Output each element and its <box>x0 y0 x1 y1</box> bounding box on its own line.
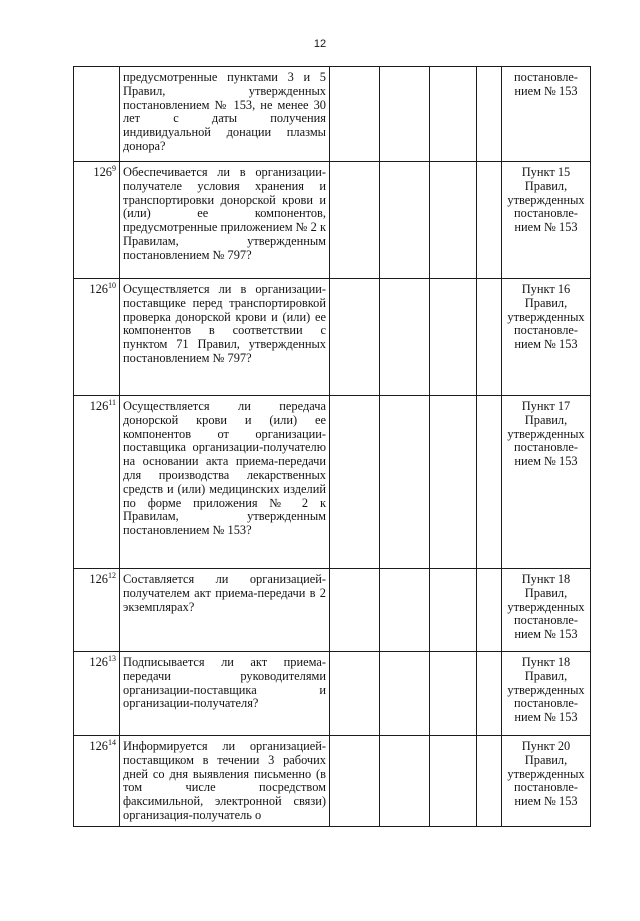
answer-cell-4 <box>477 652 502 736</box>
reference-line: постановле- <box>513 206 579 221</box>
reference-line: Пункт 16 <box>521 282 571 296</box>
item-number-main: 126 <box>89 739 108 753</box>
question-text: Осуществляется ли в организации-поставщике перед транспортировкой проверка донорской крови и (или) ее компонентов в соответствии с пунктом 71 Правил, утвержденных постановлением № 797? <box>123 282 326 365</box>
table-row <box>74 736 591 827</box>
table-row <box>74 162 591 279</box>
item-number-sub: 13 <box>108 653 116 663</box>
reference-cell <box>502 162 591 279</box>
reference-cell <box>502 279 591 396</box>
item-number-sub: 14 <box>108 737 116 747</box>
reference-line: Пункт 20 <box>521 739 571 753</box>
reference-line: Пункт 15 <box>521 165 571 179</box>
item-number-main: 126 <box>89 282 108 296</box>
reference-line: нием № 153 <box>514 454 578 469</box>
item-number <box>74 736 120 827</box>
question-text: Осуществляется ли передача донорской крови и (или) ее компонентов от организации-поставщика организации-получателю на основании акта приема-передачи для производства лекарственных средств и (или) медицинских изделий по форме приложения № 2 к Правилам, утвержденным постановлением № 153? <box>123 399 326 538</box>
reference-line: утвержденных <box>507 426 585 441</box>
reference-line: нием № 153 <box>514 794 578 809</box>
reference-line: постановле- <box>513 696 579 711</box>
answer-cell-1 <box>330 569 380 652</box>
reference-line: утвержденных <box>507 309 585 324</box>
answer-cell-2 <box>380 736 430 827</box>
item-number-main: 126 <box>93 165 112 179</box>
table-row <box>74 279 591 396</box>
reference-line: Пункт 18 <box>521 572 571 586</box>
answer-cell-3 <box>430 736 477 827</box>
reference-line: постановле- <box>513 70 579 84</box>
item-number-main: 126 <box>89 655 108 669</box>
answer-cell-2 <box>380 279 430 396</box>
question-text: Информируется ли организацией-поставщиком в течении 3 рабочих дней со дня выявления письменно (в том числе посредством факсимильной, электронной связи) организация-получатель о <box>123 739 326 822</box>
answer-cell-2 <box>380 67 430 162</box>
answer-cell-2 <box>380 396 430 569</box>
answer-cell-3 <box>430 162 477 279</box>
answer-cell-4 <box>477 396 502 569</box>
item-number-sub: 11 <box>108 397 116 407</box>
reference-line: постановле- <box>513 613 579 628</box>
answer-cell-3 <box>430 569 477 652</box>
item-number <box>74 67 120 162</box>
item-number-sub: 10 <box>108 280 116 290</box>
question-text: Подписывается ли акт приема-передачи руководителями организации-поставщика и организации-получателя? <box>123 655 326 711</box>
reference-line: нием № 153 <box>514 710 578 725</box>
answer-cell-1 <box>330 162 380 279</box>
item-number <box>74 396 120 569</box>
answer-cell-1 <box>330 652 380 736</box>
answer-cell-4 <box>477 162 502 279</box>
reference-line: Пункт 17 <box>521 399 571 413</box>
reference-line: Правил, <box>524 668 568 683</box>
question-text: предусмотренные пунктами 3 и 5 Правил, утвержденных постановлением № 153, не менее 30 лет с даты получения индивидуальной донации плазмы донора? <box>123 70 326 153</box>
answer-cell-3 <box>430 279 477 396</box>
checklist-table <box>73 66 591 827</box>
reference-line: нием № 153 <box>514 83 578 98</box>
reference-cell <box>502 67 591 162</box>
reference-line: Правил, <box>524 178 568 193</box>
answer-cell-4 <box>477 279 502 396</box>
reference-line: нием № 153 <box>514 627 578 642</box>
reference-line: постановле- <box>513 780 579 795</box>
answer-cell-1 <box>330 67 380 162</box>
item-number <box>74 652 120 736</box>
question-cell <box>120 652 330 736</box>
table-row <box>74 569 591 652</box>
answer-cell-3 <box>430 396 477 569</box>
reference-line: утвержденных <box>507 599 585 614</box>
item-number-main: 126 <box>89 572 108 586</box>
table-row <box>74 67 591 162</box>
question-cell <box>120 569 330 652</box>
answer-cell-1 <box>330 396 380 569</box>
reference-line: постановле- <box>513 440 579 455</box>
reference-cell <box>502 396 591 569</box>
answer-cell-2 <box>380 652 430 736</box>
table-row <box>74 652 591 736</box>
question-cell <box>120 396 330 569</box>
question-text: Обеспечивается ли в организации-получателе условия хранения и транспортировки донорской крови и (или) ее компонентов, предусмотренные приложением № 2 к Правилам, утвержденным постановлением № 797? <box>123 165 326 262</box>
reference-line: Пункт 18 <box>521 655 571 669</box>
item-number-main: 126 <box>89 399 109 413</box>
item-number <box>74 569 120 652</box>
question-cell <box>120 279 330 396</box>
question-text: Составляется ли организацией-получателем акт приема-передачи в 2 экземплярах? <box>123 572 326 614</box>
answer-cell-2 <box>380 162 430 279</box>
answer-cell-3 <box>430 67 477 162</box>
question-cell <box>120 162 330 279</box>
question-cell <box>120 67 330 162</box>
reference-cell <box>502 736 591 827</box>
reference-line: нием № 153 <box>514 220 578 235</box>
answer-cell-1 <box>330 736 380 827</box>
reference-line: нием № 153 <box>514 337 578 352</box>
answer-cell-3 <box>430 652 477 736</box>
reference-line: Правил, <box>524 752 568 767</box>
page-number: 12 <box>313 38 327 50</box>
item-number <box>74 162 120 279</box>
reference-line: Правил, <box>524 585 568 600</box>
item-number <box>74 279 120 396</box>
reference-cell <box>502 652 591 736</box>
item-number-sub: 9 <box>112 163 116 173</box>
answer-cell-2 <box>380 569 430 652</box>
answer-cell-4 <box>477 67 502 162</box>
answer-cell-1 <box>330 279 380 396</box>
reference-line: утвержденных <box>507 192 585 207</box>
answer-cell-4 <box>477 736 502 827</box>
table-row <box>74 396 591 569</box>
reference-line: постановле- <box>513 323 579 338</box>
reference-line: Правил, <box>524 412 568 427</box>
reference-line: Правил, <box>524 295 568 310</box>
reference-line: утвержденных <box>507 766 585 781</box>
reference-cell <box>502 569 591 652</box>
question-cell <box>120 736 330 827</box>
answer-cell-4 <box>477 569 502 652</box>
item-number-sub: 12 <box>108 570 116 580</box>
reference-line: утвержденных <box>507 682 585 697</box>
